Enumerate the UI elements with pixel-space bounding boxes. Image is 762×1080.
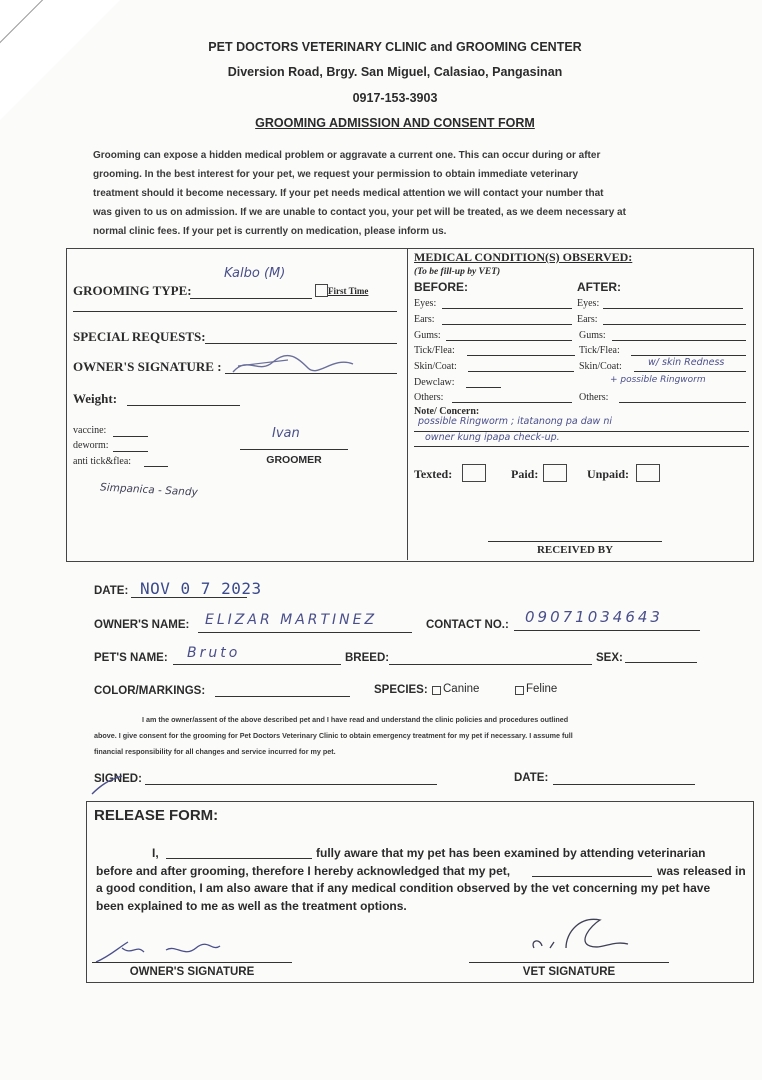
canine-label: Canine — [443, 683, 480, 695]
owner-name-line — [198, 632, 412, 633]
date-label: DATE: — [94, 585, 129, 597]
groomer-label: GROOMER — [266, 454, 322, 466]
contact-label: CONTACT NO.: — [426, 619, 509, 631]
first-time-checkbox[interactable] — [315, 284, 328, 297]
release-line1-b: fully aware that my pet has been examined by attending veterinarian — [316, 846, 706, 860]
unpaid-checkbox[interactable] — [636, 464, 660, 482]
before-skin-line — [468, 371, 574, 372]
before-others-label: Others: — [414, 392, 444, 403]
owner-signature-label: OWNER'S SIGNATURE : — [73, 359, 222, 374]
note-line-2-rule — [414, 446, 749, 447]
clinic-name: PET DOCTORS VETERINARY CLINIC and GROOMING CENTER — [208, 40, 582, 54]
vet-signature-label: VET SIGNATURE — [522, 966, 616, 978]
after-gums-label: Gums: — [579, 330, 606, 341]
skin-after-value-2[interactable]: + possible Ringworm — [610, 375, 706, 385]
grooming-type-value[interactable]: Kalbo (M) — [224, 266, 286, 281]
owner-name-value[interactable]: ELIZAR MARTINEZ — [205, 612, 378, 628]
before-dewclaw-line — [466, 387, 501, 388]
consent-line: above. I give consent for the grooming for Pet Doctors Veterinary Clinic to obtain emergency treatment for my pet if necessary. I assume full — [94, 731, 573, 740]
color-markings-label: COLOR/MARKINGS: — [94, 685, 206, 697]
release-owner-signature-line — [92, 962, 292, 963]
before-eyes-label: Eyes: — [414, 298, 437, 309]
skin-after-value[interactable]: w/ skin Redness — [648, 357, 725, 368]
intro-line: was given to us on admission. If we are unable to contact you, your pet will be treated, as we deem necessary at — [93, 207, 626, 218]
groomer-line — [240, 449, 348, 450]
breed-line — [389, 664, 592, 665]
after-tick-line — [631, 355, 746, 356]
after-ears-label: Ears: — [577, 314, 598, 325]
date-line — [131, 597, 247, 598]
vaccine-line — [113, 436, 148, 437]
anti-tick-line — [144, 466, 168, 467]
weight-label: Weight: — [73, 391, 118, 406]
admission-box-divider — [407, 249, 408, 560]
release-owner-signature-label: OWNER'S SIGNATURE — [129, 966, 255, 978]
before-gums-line — [446, 340, 572, 341]
species-label: SPECIES: — [374, 684, 428, 696]
signed-scribble — [88, 772, 128, 798]
signed-label: SIGNED: — [94, 773, 142, 785]
note-line-2[interactable]: owner kung ipapa check-up. — [425, 432, 560, 443]
after-label: AFTER: — [577, 280, 621, 294]
note-concern-label: Note/ Concern: — [414, 406, 480, 417]
release-name-line — [166, 858, 312, 859]
special-requests-label: SPECIAL REQUESTS: — [73, 329, 206, 344]
deworm-label: deworm: — [73, 440, 109, 451]
after-others-label: Others: — [579, 392, 609, 403]
after-ears-line — [603, 324, 746, 325]
before-ears-line — [442, 324, 572, 325]
contact-line — [514, 630, 700, 631]
vaccine-label: vaccine: — [73, 425, 107, 436]
sex-line — [625, 662, 697, 663]
clinic-phone: 0917-153-3903 — [352, 91, 438, 105]
texted-label: Texted: — [414, 467, 453, 481]
owner-name-label: OWNER'S NAME: — [94, 619, 190, 631]
grooming-type-label: GROOMING TYPE: — [73, 283, 192, 298]
received-by-line — [488, 541, 662, 542]
consent-paragraph — [94, 712, 734, 760]
before-eyes-line — [442, 308, 572, 309]
sex-label: SEX: — [596, 652, 623, 664]
special-requests-line — [205, 343, 397, 344]
release-owner-signature-scribble — [92, 938, 232, 968]
contact-value[interactable]: 09071034643 — [525, 608, 663, 626]
handwritten-note: Simpanica - Sandy — [99, 481, 199, 499]
canine-checkbox[interactable] — [432, 686, 441, 695]
grooming-type-line-2 — [73, 311, 397, 312]
weight-line — [127, 405, 240, 406]
release-pet-line — [532, 876, 652, 877]
pet-name-line — [173, 664, 341, 665]
medical-subtitle: (To be fill-up by VET) — [414, 267, 501, 277]
unpaid-label: Unpaid: — [587, 467, 630, 481]
feline-label: Feline — [526, 683, 558, 695]
pet-name-label: PET'S NAME: — [94, 652, 168, 664]
after-others-line — [619, 402, 746, 403]
release-line1-a: I, — [152, 846, 159, 860]
date2-label: DATE: — [514, 772, 549, 784]
after-eyes-label: Eyes: — [577, 298, 600, 309]
release-line3: a good condition, I am also aware that if any medical condition observed by the vet concerning my pet have — [96, 881, 711, 895]
after-tick-label: Tick/Flea: — [579, 345, 620, 356]
texted-checkbox[interactable] — [462, 464, 486, 482]
before-ears-label: Ears: — [414, 314, 435, 325]
paid-label: Paid: — [511, 467, 539, 481]
first-time-label: First Time — [328, 286, 369, 296]
date-stamp: NOV 0 7 2023 — [140, 579, 262, 598]
pet-name-value[interactable]: Bruto — [187, 645, 241, 661]
clinic-address: Diversion Road, Brgy. San Miguel, Calasiao, Pangasinan — [227, 65, 563, 79]
release-title: RELEASE FORM: — [94, 807, 219, 824]
vet-signature-scribble — [520, 912, 640, 960]
intro-line: treatment should it become necessary. If your pet needs medical attention we will contact your number that — [93, 188, 604, 199]
groomer-name[interactable]: Ivan — [272, 426, 300, 441]
after-eyes-line — [603, 308, 743, 309]
owner-signature-scribble — [228, 350, 358, 378]
before-dewclaw-label: Dewclaw: — [414, 377, 455, 388]
paid-checkbox[interactable] — [543, 464, 567, 482]
vet-signature-line — [469, 962, 669, 963]
signed-line — [145, 784, 437, 785]
before-skin-label: Skin/Coat: — [414, 361, 457, 372]
deworm-line — [113, 451, 148, 452]
before-label: BEFORE: — [414, 280, 468, 294]
note-line-1[interactable]: possible Ringworm ; itatanong pa daw ni — [418, 416, 612, 427]
anti-tick-label: anti tick&flea: — [73, 456, 132, 467]
intro-paragraph — [93, 146, 713, 241]
received-by-label: RECEIVED BY — [536, 544, 614, 556]
grooming-type-line — [190, 298, 312, 299]
after-gums-line — [612, 340, 746, 341]
release-line2-a: before and after grooming, therefore I hereby acknowledged that my pet, — [96, 864, 511, 878]
form-title: GROOMING ADMISSION AND CONSENT FORM — [255, 116, 535, 130]
feline-checkbox[interactable] — [515, 686, 524, 695]
intro-line: Grooming can expose a hidden medical problem or aggravate a current one. This can occur during or after — [93, 150, 601, 161]
before-tick-line — [467, 355, 575, 356]
before-gums-label: Gums: — [414, 330, 441, 341]
before-tick-label: Tick/Flea: — [414, 345, 455, 356]
consent-line: I am the owner/assent of the above described pet and I have read and understand the clinic policies and procedures outlined — [142, 715, 569, 724]
before-others-line — [452, 402, 572, 403]
color-markings-line — [215, 696, 350, 697]
release-line4: been explained to me as well as the treatment options. — [96, 899, 407, 913]
consent-line: financial responsibility for all changes and service incurred for my pet. — [94, 747, 336, 756]
intro-line: grooming. In the best interest for your pet, we request your permission to obtain immediate veterinary — [93, 169, 579, 180]
medical-title: MEDICAL CONDITION(S) OBSERVED: — [414, 250, 633, 264]
after-skin-line — [634, 371, 746, 372]
release-line2-b: was released in — [657, 864, 746, 878]
breed-label: BREED: — [345, 652, 390, 664]
intro-line: normal clinic fees. If your pet is currently on medication, please inform us. — [93, 226, 447, 237]
date2-line — [553, 784, 695, 785]
after-skin-label: Skin/Coat: — [579, 361, 622, 372]
